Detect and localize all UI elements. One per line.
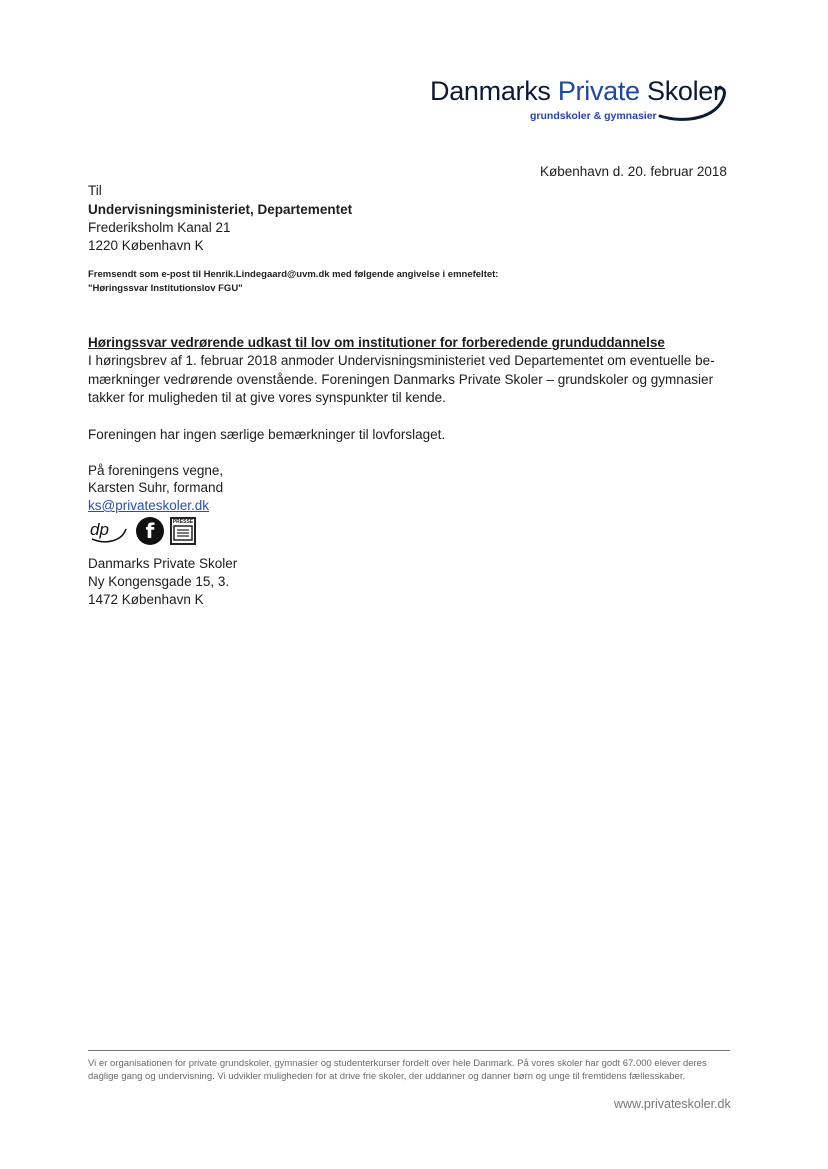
- footer-line2: daglige gang og undervisning. Vi udvikler muligheden for at drive frie skoler, der uddanner og danner børn og unge til fremtidens fællesskaber.: [88, 1071, 686, 1082]
- signature-city: 1472 København K: [88, 592, 204, 607]
- recipient-to: Til: [88, 183, 102, 198]
- newspaper-icon: [173, 525, 193, 541]
- recipient-org: Undervisningsministeriet, Departementet: [88, 202, 353, 217]
- body-paragraph2: Foreningen har ingen særlige bemærkninger til lovforslaget.: [88, 427, 446, 442]
- letter-subject-heading: Høringssvar vedrørende udkast til lov om institutioner for forberedende grunduddannelse: [88, 335, 665, 350]
- logo-swoosh-icon: [650, 78, 730, 122]
- body-paragraph1-line3: takker for muligheden til at give vores synspunkter til kende.: [88, 390, 446, 405]
- footer-line1: Vi er organisationen for private grundskoler, gymnasier og studenterkurser fordelt over hele Danmark. På vores skoler har godt 67.000 elever deres: [88, 1058, 707, 1069]
- footer-description: [88, 1057, 738, 1083]
- recipient-city: 1220 København K: [88, 238, 204, 253]
- signature-on-behalf: På foreningens vegne,: [88, 463, 224, 478]
- signature-street: Ny Kongensgade 15, 3.: [88, 574, 230, 589]
- dp-logo-text: dp: [90, 520, 109, 539]
- press-icon-label: PRESSE: [172, 519, 194, 525]
- logo-word-danmarks: Danmarks: [430, 76, 558, 106]
- body-paragraph1-line2: mærkninger vedrørende ovenstående. Foreningen Danmarks Private Skoler – grundskoler og gymnasier: [88, 372, 714, 387]
- sent-note-line1: Fremsendt som e-post til Henrik.Lindegaard@uvm.dk med følgende angivelse i emnefeltet:: [88, 269, 499, 280]
- logo-word-skoler: Skoler: [639, 76, 722, 106]
- body-paragraph1-line1: I høringsbrev af 1. februar 2018 anmoder Undervisningsministeriet ved Departementet om eventuelle be-: [88, 353, 715, 368]
- press-icon[interactable]: [170, 517, 196, 545]
- logo-subtitle: grundskoler & gymnasier: [530, 110, 657, 122]
- sent-note-line2: "Høringssvar Institutionslov FGU": [88, 283, 243, 294]
- signature-email-link[interactable]: ks@privateskoler.dk: [88, 498, 209, 513]
- logo-word-private: Private: [557, 76, 640, 106]
- dp-logo-icon[interactable]: [88, 517, 130, 545]
- footer-website-link[interactable]: www.privateskoler.dk: [614, 1097, 731, 1111]
- letter-date: København d. 20. februar 2018: [540, 164, 727, 179]
- footer-divider: [88, 1050, 730, 1051]
- social-icons-row: [88, 517, 196, 545]
- facebook-icon[interactable]: f: [136, 517, 164, 545]
- signature-org: Danmarks Private Skoler: [88, 556, 238, 571]
- recipient-street: Frederiksholm Kanal 21: [88, 220, 231, 235]
- signature-name: Karsten Suhr, formand: [88, 480, 224, 495]
